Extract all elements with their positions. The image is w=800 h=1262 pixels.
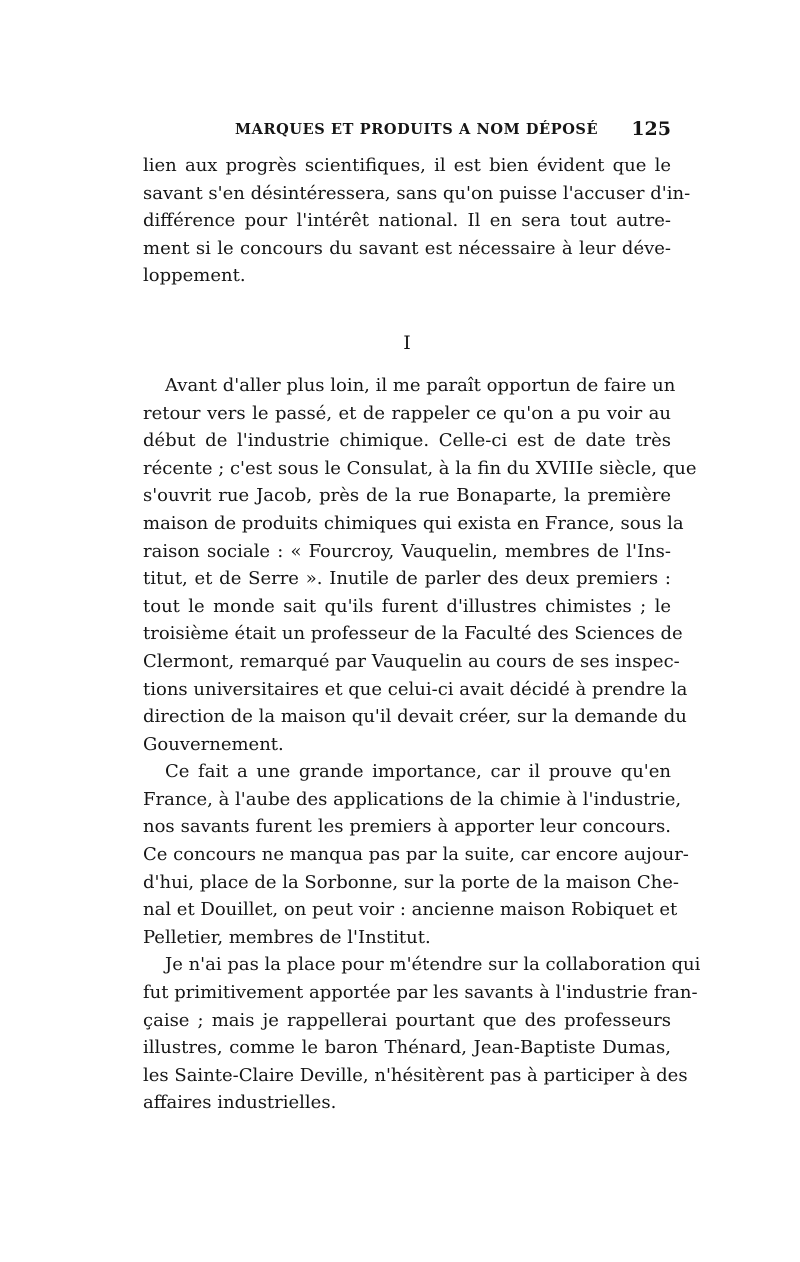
text-line: nos savants furent les premiers à apporter leur concours.: [143, 816, 671, 838]
text-line: affaires industrielles.: [143, 1092, 337, 1114]
text-line: Ce fait a une grande importance, car il prouve qu'en: [165, 761, 671, 783]
text-line: tout le monde sait qu'ils furent d'illustres chimistes ; le: [143, 595, 671, 617]
text-line: loppement.: [143, 265, 246, 287]
text-line: savant s'en désintéressera, sans qu'on puisse l'accuser d'in-: [143, 182, 691, 204]
text-line: lien aux progrès scientifiques, il est bien évident que le: [143, 155, 671, 176]
text-line: nal et Douillet, on peut voir : ancienne maison Robiquet et: [143, 899, 678, 921]
paragraph-1: [143, 372, 697, 758]
text-line: titut, et de Serre ». Inutile de parler des deux premiers :: [143, 568, 671, 590]
text-line: maison de produits chimiques qui exista en France, sous la: [143, 512, 684, 534]
running-head: [143, 118, 671, 148]
text-line: les Sainte-Claire Deville, n'hésitèrent pas à participer à des: [143, 1064, 688, 1086]
text-line: Avant d'aller plus loin, il me paraît opportun de faire un: [165, 374, 676, 396]
body-text: [143, 152, 701, 1117]
text-line: direction de la maison qu'il devait créer, sur la demande du: [143, 706, 687, 728]
running-title: MARQUES ET PRODUITS A NOM DÉPOSÉ: [235, 121, 599, 138]
text-line: retour vers le passé, et de rappeler ce qu'on a pu voir au: [143, 402, 671, 424]
text-line: France, à l'aube des applications de la chimie à l'industrie,: [143, 788, 682, 810]
text-line: Clermont, remarqué par Vauquelin au cours de ses inspec-: [143, 650, 680, 672]
text-line: çaise ; mais je rappellerai pourtant que des professeurs: [143, 1009, 671, 1031]
text-line: récente ; c'est sous le Consulat, à la fin du XVIIIe siècle, que: [143, 457, 697, 479]
text-line: fut primitivement apportée par les savants à l'industrie fran-: [143, 982, 698, 1004]
text-line: début de l'industrie chimique. Celle-ci est de date très: [143, 430, 671, 452]
text-line: différence pour l'intérêt national. Il en sera tout autre-: [143, 210, 671, 232]
text-line: raison sociale : « Fourcroy, Vauquelin, membres de l'Ins-: [143, 540, 671, 562]
text-line: tions universitaires et que celui-ci avait décidé à prendre la: [143, 678, 688, 700]
page-number: 125: [631, 118, 671, 140]
text-line: d'hui, place de la Sorbonne, sur la porte de la maison Che-: [143, 871, 679, 893]
text-line: Je n'ai pas la place pour m'étendre sur la collaboration qui: [165, 954, 701, 976]
text-line: Gouvernement.: [143, 733, 284, 755]
paragraph-2: [143, 758, 689, 951]
section-heading: I: [403, 331, 411, 354]
text-line: troisième était un professeur de la Faculté des Sciences de: [143, 623, 683, 645]
text-line: ment si le concours du savant est nécessaire à leur déve-: [143, 237, 671, 259]
text-line: Pelletier, membres de l'Institut.: [143, 926, 431, 948]
text-line: illustres, comme le baron Thénard, Jean-Baptiste Dumas,: [143, 1037, 671, 1059]
text-line: s'ouvrit rue Jacob, près de la rue Bonaparte, la première: [143, 485, 671, 507]
paragraph-3: [143, 951, 701, 1117]
text-line: Ce concours ne manqua pas par la suite, car encore aujour-: [143, 844, 689, 866]
opening-paragraph: [143, 152, 691, 290]
